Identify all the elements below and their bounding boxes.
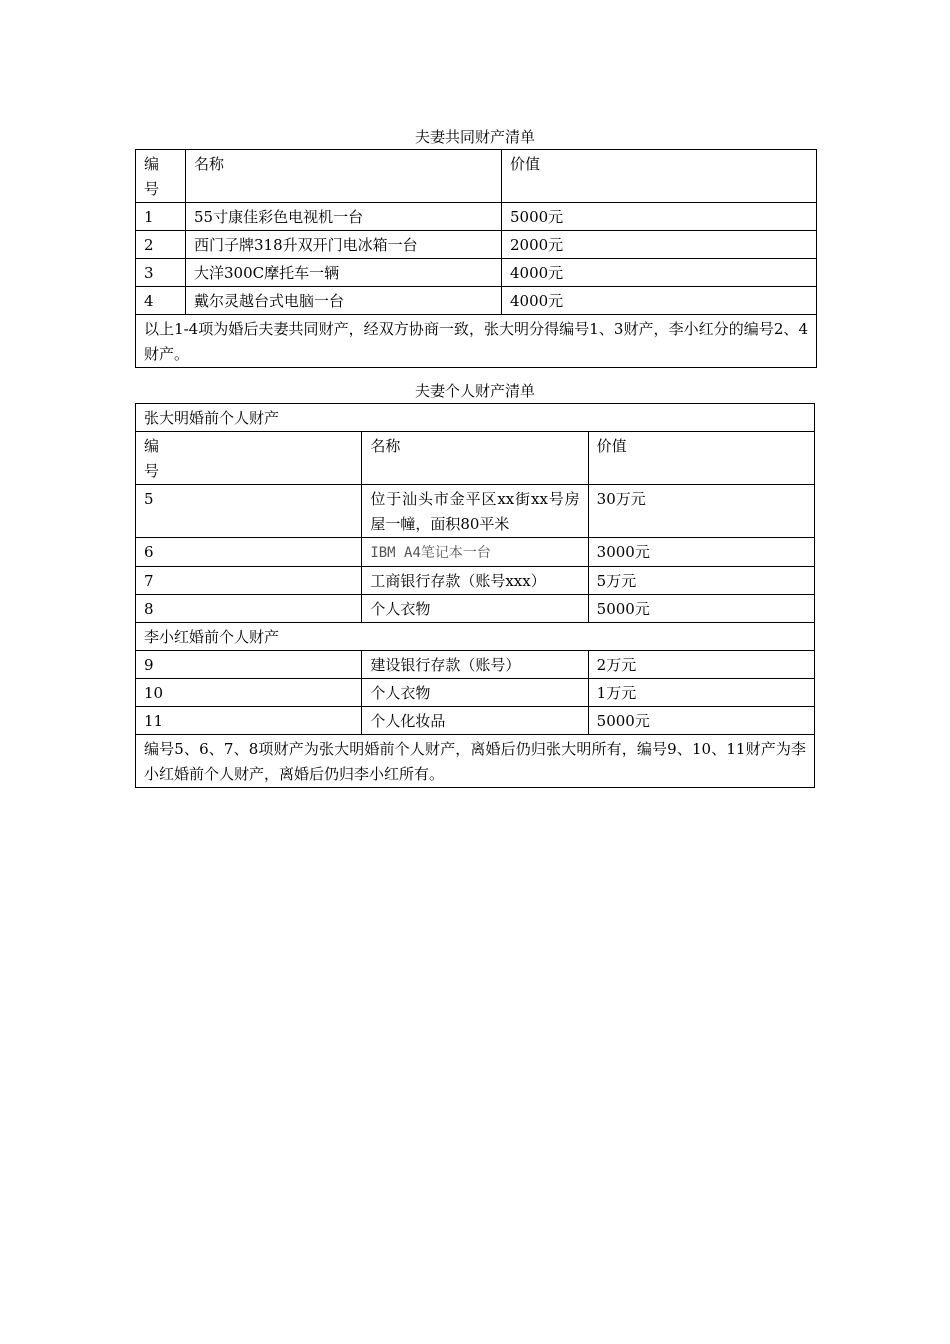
row-name (362, 538, 588, 567)
header-value: 价值 (588, 432, 814, 485)
row-num: 4 (136, 287, 186, 315)
row-num: 3 (136, 259, 186, 287)
table-row (136, 259, 817, 287)
row-name: 西门子牌318升双开门电冰箱一台 (186, 231, 502, 259)
row-num: 2 (136, 231, 186, 259)
section-row (136, 404, 815, 432)
row-num: 8 (136, 595, 362, 623)
row-value: 5000元 (502, 203, 817, 231)
header-num: 编 号 (136, 150, 186, 203)
row-name: 建设银行存款（账号） (362, 651, 588, 679)
personal-property-note: 编号5、6、7、8项财产为张大明婚前个人财产，离婚后仍归张大明所有，编号9、10、11财产为李小红婚前个人财产，离婚后仍归李小红所有。 (136, 735, 815, 788)
row-value: 5000元 (588, 595, 814, 623)
row-name: 个人衣物 (362, 595, 588, 623)
table-row (136, 485, 815, 538)
joint-property-note: 以上1-4项为婚后夫妻共同财产，经双方协商一致，张大明分得编号1、3财产，李小红分的编号2、4财产。 (136, 315, 817, 368)
table-row (136, 231, 817, 259)
row-value: 2000元 (502, 231, 817, 259)
row-num: 10 (136, 679, 362, 707)
row-name: 大洋300C摩托车一辆 (186, 259, 502, 287)
row-name: 55寸康佳彩色电视机一台 (186, 203, 502, 231)
table-row (136, 287, 817, 315)
table-row (136, 651, 815, 679)
row-name-model: IBM A4 (370, 545, 421, 561)
table-row (136, 538, 815, 567)
row-name: 戴尔灵越台式电脑一台 (186, 287, 502, 315)
joint-property-title: 夫妻共同财产清单 (414, 128, 535, 146)
table-row (136, 595, 815, 623)
joint-property-table (135, 149, 817, 368)
row-num: 11 (136, 707, 362, 735)
header-num: 编 号 (136, 432, 362, 485)
table-note-row (136, 315, 817, 368)
table-header-row (136, 432, 815, 485)
section-zhang-label: 张大明婚前个人财产 (136, 404, 815, 432)
table-row (136, 707, 815, 735)
header-name: 名称 (186, 150, 502, 203)
row-name: 个人衣物 (362, 679, 588, 707)
row-num: 1 (136, 203, 186, 231)
row-value: 1万元 (588, 679, 814, 707)
table-row (136, 567, 815, 595)
row-name-rest: 笔记本一台 (420, 545, 491, 561)
row-value: 4000元 (502, 259, 817, 287)
header-value: 价值 (502, 150, 817, 203)
row-num: 6 (136, 538, 362, 567)
row-name: 位于汕头市金平区xx街xx号房屋一幢，面积80平米 (362, 485, 588, 538)
personal-property-title: 夫妻个人财产清单 (414, 382, 535, 400)
row-value: 4000元 (502, 287, 817, 315)
row-num: 9 (136, 651, 362, 679)
row-num: 5 (136, 485, 362, 538)
row-value: 5万元 (588, 567, 814, 595)
row-value: 2万元 (588, 651, 814, 679)
table-note-row (136, 735, 815, 788)
table-row (136, 203, 817, 231)
row-name: 工商银行存款（账号xxx） (362, 567, 588, 595)
header-name: 名称 (362, 432, 588, 485)
row-value: 5000元 (588, 707, 814, 735)
row-value: 3000元 (588, 538, 814, 567)
table-row (136, 679, 815, 707)
row-name: 个人化妆品 (362, 707, 588, 735)
row-value: 30万元 (588, 485, 814, 538)
section-li-label: 李小红婚前个人财产 (136, 623, 815, 651)
table-header-row (136, 150, 817, 203)
personal-property-table (135, 403, 815, 788)
section-row (136, 623, 815, 651)
row-num: 7 (136, 567, 362, 595)
